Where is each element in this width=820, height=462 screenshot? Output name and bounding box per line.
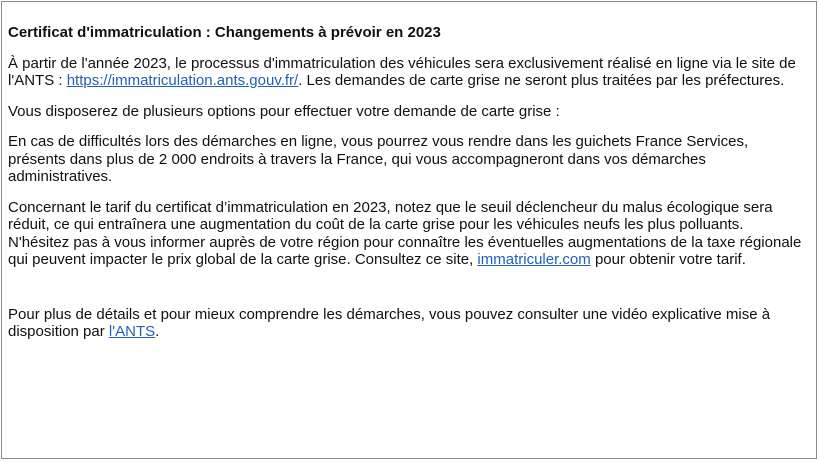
document-content: [8, 24, 808, 341]
paragraph-france-services: En cas de difficultés lors des démarches en ligne, vous pourrez vous rendre dans les guichets France Services, présents dans plus de 2 000 endroits à travers la France, qui vous accompagneront dans vos démarches administratives.: [8, 133, 749, 185]
paragraph-details-text-end: .: [155, 323, 160, 340]
document-frame: [1, 1, 817, 459]
paragraph-online-process-text: À partir de l'année 2023, le processus d'immatriculation des véhicules sera exclusivement réalisé en ligne via le site de l'ANTS :: [8, 54, 796, 89]
paragraph-details-text: Pour plus de détails et pour mieux comprendre les démarches, vous pouvez consulter une vidéo explicative mise à disposition par: [8, 305, 771, 340]
ants-immatriculation-link[interactable]: https://immatriculation.ants.gouv.fr/: [66, 72, 299, 89]
paragraph-online-process: [8, 55, 808, 90]
paragraph-online-process-text-end: . Les demandes de carte grise ne seront plus traitées par les préfectures.: [298, 72, 785, 89]
ants-video-link[interactable]: l'ANTS: [108, 323, 156, 340]
immatriculer-link[interactable]: immatriculer.com: [477, 251, 591, 268]
paragraph-tarif: [8, 199, 808, 269]
paragraph-details: [8, 306, 808, 341]
paragraph-tarif-text-end: pour obtenir votre tarif.: [590, 251, 746, 268]
document-title: Certificat d'immatriculation : Changements à prévoir en 2023: [8, 24, 441, 41]
paragraph-tarif-text: Concernant le tarif du certificat d’immatriculation en 2023, notez que le seuil déclencheur du malus écologique sera réduit, ce qui entraînera une augmentation du coût de la carte grise pour les véhicules neufs les plus polluants. N'hésitez pas à vous informer auprès de votre région pour connaître les éventuelles augmentations de la taxe régionale qui peuvent impacter le prix global de la carte grise. Consultez ce site,: [8, 198, 802, 268]
paragraph-options: Vous disposerez de plusieurs options pour effectuer votre demande de carte grise :: [8, 102, 560, 120]
